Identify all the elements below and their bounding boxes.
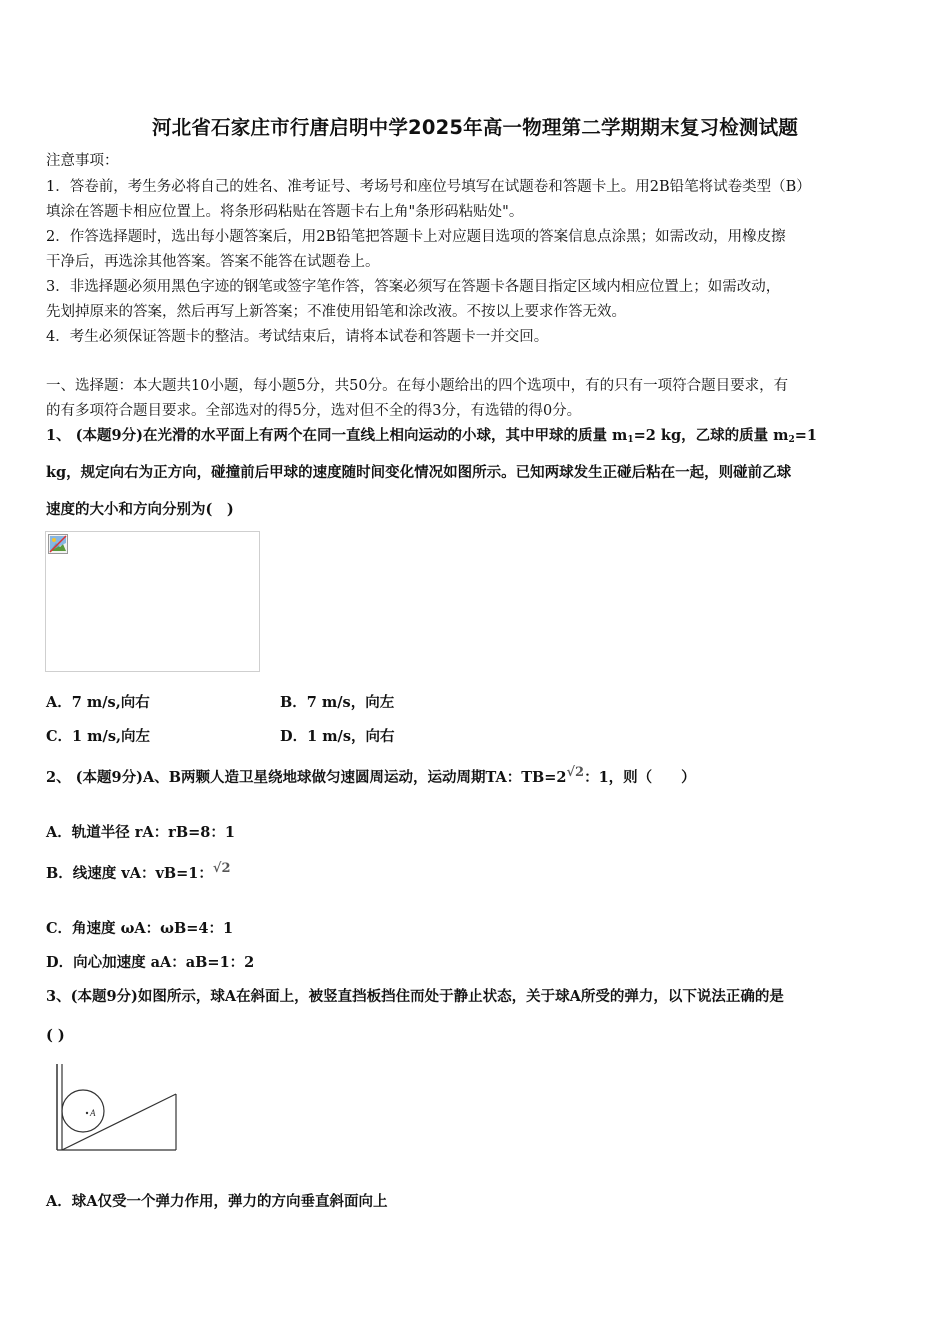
broken-image-icon: [48, 534, 68, 554]
q2-stem: [46, 765, 696, 789]
subscript: 2: [788, 435, 795, 445]
q2-option-b-text: B．线速度 vA：vB=1：: [46, 865, 213, 882]
sqrt-image: √2: [212, 861, 231, 876]
q1-option-c: C．1 m/s,向左: [46, 728, 151, 745]
q3-option-a: A．球A仅受一个弹力作用，弹力的方向垂直斜面向上: [46, 1193, 388, 1210]
ball-label: A: [90, 1108, 96, 1118]
page-title: 河北省石家庄市行唐启明中学2025年高一物理第二学期期末复习检测试题: [151, 116, 799, 139]
q1-figure-placeholder: [45, 531, 260, 672]
section-intro: 一、选择题：本大题共10小题，每小题5分，共50分。在每小题给出的四个选项中，有的只有一项符合题目要求，有: [46, 378, 789, 394]
q2-option-b: [46, 861, 231, 885]
q1-option-b: B．7 m/s，向左: [280, 694, 395, 711]
notice-line: 1．答卷前，考生务必将自己的姓名、准考证号、考场号和座位号填写在试题卷和答题卡上。用2B铅笔将试卷类型（B）: [46, 179, 811, 195]
notice-line: 填涂在答题卡相应位置上。将条形码粘贴在答题卡右上角"条形码粘贴处"。: [46, 204, 524, 220]
q1-stem-line: kg，规定向右为正方向，碰撞前后甲球的速度随时间变化情况如图所示。已知两球发生正碰后粘在一起，则碰前乙球: [46, 464, 792, 481]
notice-line: 干净后，再选涂其他答案。答案不能答在试题卷上。: [46, 254, 380, 270]
q3-figure-incline-ball: [52, 1062, 182, 1154]
q1-option-a: A．7 m/s,向右: [46, 694, 150, 711]
q3-stem-line: ( ): [46, 1027, 65, 1044]
q3-stem-line: 3、(本题9分)如图所示，球A在斜面上，被竖直挡板挡住而处于静止状态，关于球A所受的弹力，以下说法正确的是: [46, 988, 784, 1005]
q1-stem-part: 1、 (本题9分)在光滑的水平面上有两个在同一直线上相向运动的小球，其中甲球的质量 m: [46, 427, 628, 444]
notice-line: 2．作答选择题时，选出每小题答案后，用2B铅笔把答题卡上对应题目选项的答案信息点涂黑；如需改动，用橡皮擦: [46, 229, 786, 245]
q2-stem-part: ：1，则（ ）: [584, 769, 696, 786]
q2-stem-part: 2、 (本题9分)A、B两颗人造卫星绕地球做匀速圆周运动，运动周期TA：TB=2: [46, 769, 567, 786]
q1-stem-part: =1: [794, 427, 817, 444]
incline-surface: [62, 1094, 176, 1150]
ball-a: [62, 1090, 104, 1132]
notice-line: 3．非选择题必须用黑色字迹的钢笔或签字笔作答，答案必须写在答题卡各题目指定区域内相应位置上；如需改动，: [46, 279, 781, 295]
q1-option-d: D．1 m/s，向右: [280, 728, 395, 745]
notice-line: 先划掉原来的答案，然后再写上新答案；不准使用铅笔和涂改液。不按以上要求作答无效。: [46, 304, 626, 320]
section-intro: 的有多项符合题目要求。全部选对的得5分，选对但不全的得3分，有选错的得0分。: [46, 403, 582, 419]
q2-option-a: A．轨道半径 rA：rB=8：1: [46, 824, 235, 841]
q2-option-c: C．角速度 ωA：ωB=4：1: [46, 920, 234, 937]
notice-line: 4．考生必须保证答题卡的整洁。考试结束后，请将本试卷和答题卡一并交回。: [46, 329, 549, 345]
subscript: 1: [627, 435, 634, 445]
q1-stem-part: =2 kg，乙球的质量 m: [633, 427, 789, 444]
ball-center-dot: [86, 1112, 88, 1114]
notice-heading: 注意事项：: [46, 153, 119, 169]
q1-stem-line: 速度的大小和方向分别为( ): [46, 501, 234, 518]
q1-stem-line: [46, 426, 817, 450]
q2-option-d: D．向心加速度 aA：aB=1：2: [46, 954, 255, 971]
sqrt-image: √2: [566, 765, 585, 780]
